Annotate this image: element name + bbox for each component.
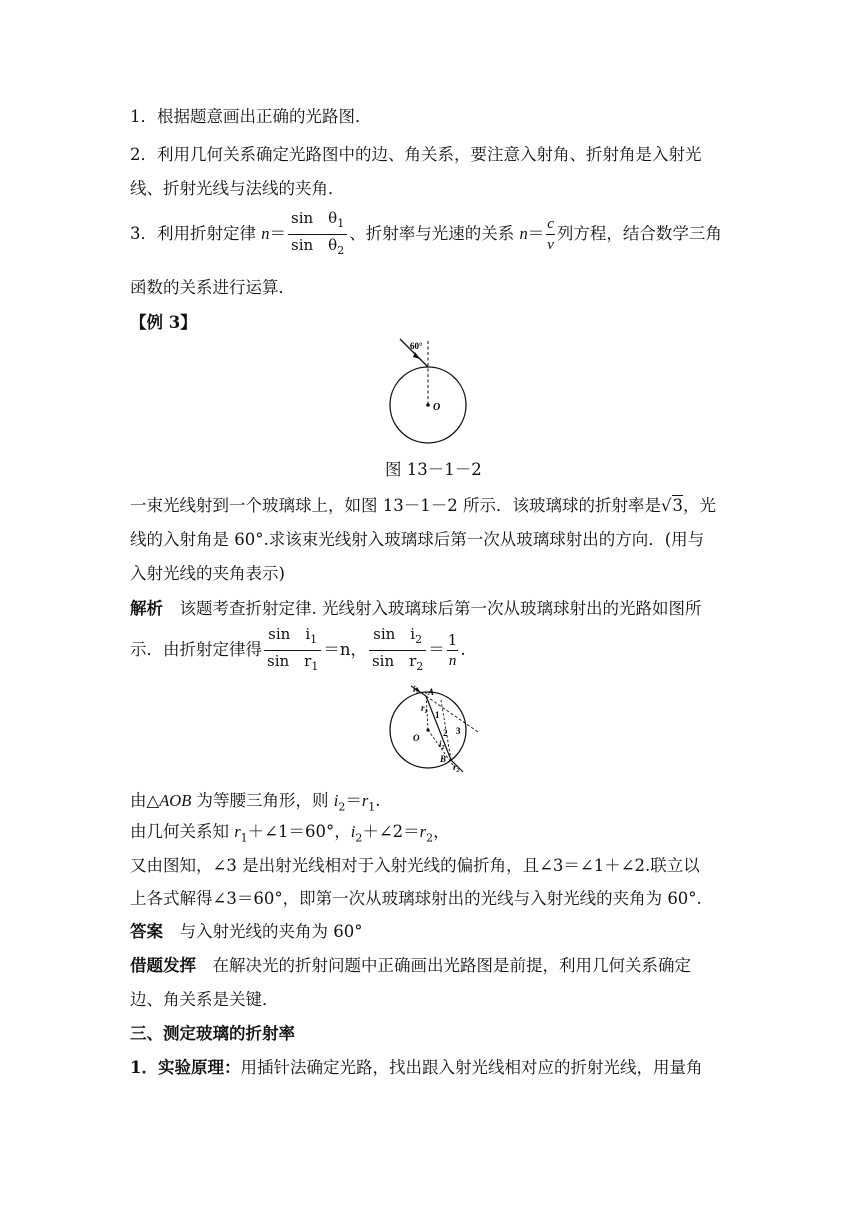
- l1-eq: ＝: [345, 791, 362, 810]
- formula2-num: c: [546, 214, 555, 235]
- i1-sub: 1: [415, 690, 419, 696]
- problem-line-1: [130, 492, 716, 516]
- f4-end: .: [460, 640, 466, 659]
- l2-r: r: [234, 822, 241, 841]
- formula1-lhs: n: [261, 224, 270, 243]
- insight-line-2: 边、角关系是关键．: [130, 990, 279, 1009]
- r2-letter: r: [453, 762, 457, 772]
- step-3-post: 列方程，结合数学三角: [556, 224, 722, 243]
- f3-rhs: ＝n，: [323, 640, 367, 659]
- r1-sub: 1: [424, 709, 428, 715]
- formula1-num-sub: 1: [337, 217, 345, 230]
- angle-label: 60°: [410, 341, 423, 351]
- f4-num: sin i: [373, 625, 416, 643]
- l1-i: i: [333, 791, 339, 810]
- principle-label: 1．实验原理：: [130, 1058, 241, 1077]
- solution-line-5: 又由图知，∠3 是出射光线相对于入射光线的偏折角，且∠3＝∠1＋∠2.联立以: [130, 856, 700, 875]
- center-dot-2: [426, 728, 429, 731]
- l1-post: 为等腰三角形，则: [191, 791, 334, 810]
- step-3-pre: 3．利用折射定律: [130, 224, 262, 243]
- example-label: 【例 3】: [130, 313, 197, 332]
- l2-mid2: ＋∠2＝: [362, 822, 420, 841]
- section-3-title: 三、测定玻璃的折射率: [130, 1024, 295, 1043]
- formula2-lhs: n: [519, 224, 528, 243]
- angle-3-label: 3: [456, 726, 461, 736]
- problem-text-1-end: ，光: [683, 496, 716, 515]
- f4-rden: n: [448, 653, 457, 669]
- problem-line-2: 线的入射角是 60°.求该束光线射入玻璃球后第一次从玻璃球射出的方向．(用与: [130, 530, 705, 549]
- section-3-para-1: [130, 1054, 702, 1078]
- l2-i-sub: 2: [355, 831, 363, 845]
- angle-1-label: 1: [435, 710, 440, 720]
- angle-r2-label: [453, 762, 460, 774]
- angle-2-label: 2: [443, 728, 448, 738]
- l2-r2: r: [419, 822, 427, 841]
- l2-mid: ＋∠1＝60°，: [247, 822, 351, 841]
- solution-text-1: 该题考查折射定律. 光线射入玻璃球后第一次从玻璃球射出的光路如图所: [163, 599, 702, 618]
- figure-13-1-2: [380, 333, 480, 451]
- formula1-den-sub: 2: [337, 244, 345, 257]
- point-o-label: O: [413, 733, 420, 743]
- l2-r2-sub: 2: [426, 831, 434, 845]
- l1-r-sub: 1: [368, 800, 376, 814]
- formula1-eq: ＝: [269, 224, 286, 243]
- insight-line-1: [130, 952, 691, 976]
- point-b-label: B: [440, 754, 447, 764]
- l1-end: .: [375, 791, 381, 810]
- f3-num-sub: 1: [310, 633, 318, 646]
- solution-line-1: [130, 595, 702, 619]
- f4-den: sin r: [371, 652, 417, 670]
- problem-text-1: 一束光线射到一个玻璃球上，如图 13－1－2 所示．该玻璃球的折射率是: [130, 496, 661, 515]
- center-label: O: [433, 402, 441, 413]
- r1-letter: r: [421, 703, 425, 713]
- insight-text-1: 在解决光的折射问题中正确画出光路图是前提，利用几何关系确定: [196, 956, 691, 975]
- light-path-figure: [383, 678, 483, 776]
- figure-caption: 图 13－1－2: [385, 460, 482, 479]
- l1-i-sub: 2: [338, 800, 346, 814]
- l1-r: r: [361, 791, 369, 810]
- angle-r1-label: [421, 703, 428, 715]
- step-2-line-2: 线、折射光线与法线的夹角．: [130, 179, 345, 198]
- sqrt-symbol: √: [660, 496, 672, 515]
- formula4-fraction: [369, 624, 426, 677]
- f4-num-sub: 2: [415, 633, 423, 646]
- solution-label: 解析: [130, 599, 163, 618]
- point-a-label: A: [428, 687, 435, 697]
- formula1-den: sin θ: [291, 236, 338, 254]
- incident-extension: [426, 696, 478, 732]
- l2-pre: 由几何关系知: [130, 822, 235, 841]
- answer-text: 与入射光线的夹角为 60°: [163, 922, 363, 941]
- l2-end: ，: [433, 822, 450, 841]
- formula3-fraction: [264, 624, 321, 677]
- i1-letter: i: [413, 684, 416, 694]
- center-dot: [426, 403, 430, 407]
- f3-den-sub: 1: [311, 660, 319, 673]
- i2-sub: 2: [441, 745, 445, 751]
- principle-text: 用插针法确定光路，找出跟入射光线相对应的折射光线，用量角: [240, 1058, 703, 1077]
- f4-eq: ＝: [428, 640, 445, 659]
- step-1: 1．根据题意画出正确的光路图．: [130, 107, 372, 126]
- solution-line-4: [130, 818, 450, 844]
- solution-line-6: 上各式解得∠3＝60°，即第一次从玻璃球射出的光线与入射光线的夹角为 60°.: [130, 889, 702, 908]
- f3-num: sin i: [268, 625, 311, 643]
- step-2-line-1: 2．利用几何关系确定光路图中的边、角关系，要注意入射角、折射角是入射光: [130, 145, 702, 164]
- solution-text-2: 示．由折射定律得: [130, 640, 262, 659]
- answer-line: [130, 918, 363, 942]
- solution-line-2: [130, 624, 466, 677]
- f3-den: sin r: [267, 652, 312, 670]
- l2-i: i: [350, 822, 356, 841]
- f4-rnum: 1: [447, 631, 458, 649]
- formula1-fraction: [288, 208, 347, 261]
- f4-den-sub: 2: [416, 660, 424, 673]
- formula2-den: v: [547, 237, 554, 253]
- answer-label: 答案: [130, 922, 163, 941]
- formula2-eq: ＝: [527, 224, 545, 243]
- problem-line-3: 入射光线的夹角表示): [130, 564, 285, 583]
- step-3-mid: 、折射率与光速的关系: [349, 224, 520, 243]
- step-3-line-1: [130, 208, 722, 261]
- sqrt-value: 3: [672, 496, 683, 515]
- l1-pre: 由△: [130, 791, 160, 810]
- l1-triangle: AOB: [159, 791, 192, 810]
- formula4-rhs-fraction: [447, 630, 459, 671]
- r2-sub: 2: [456, 768, 460, 774]
- formula1-num: sin θ: [291, 209, 338, 227]
- l2-r-sub: 1: [240, 831, 248, 845]
- formula2-fraction: [546, 214, 555, 255]
- step-3-line-2: 函数的关系进行运算．: [130, 278, 295, 297]
- i2-letter: i: [439, 739, 442, 749]
- insight-label: 借题发挥: [130, 956, 196, 975]
- solution-line-3: [130, 787, 381, 813]
